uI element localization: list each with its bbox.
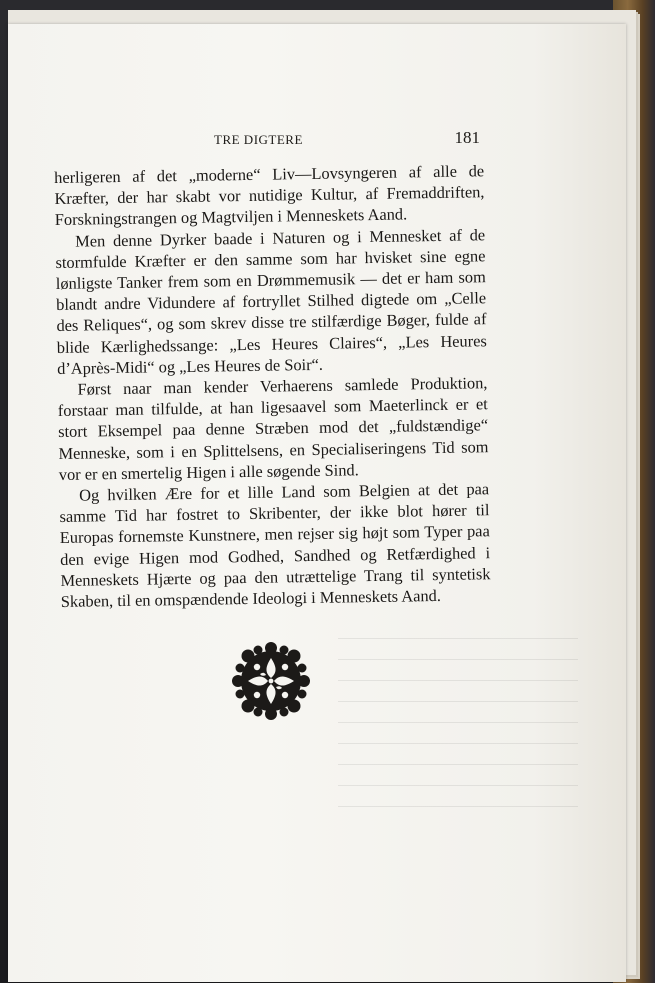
page-number: 181 <box>454 128 480 147</box>
floral-ornament-icon <box>226 636 316 726</box>
paragraph-1: herligeren af det „moderne“ Liv—Lovsyngeren af alle de Kræfter, der har skabt vor nutidige Kultur, af Fremaddriften, Forskningstrangen og Magtviljen i Menneskets Aand. <box>54 161 485 230</box>
paragraph-3: Først naar man kender Verhaerens samlede Produktion, forstaar man tilfulde, at han ligesaavel som Maeterlinck er et stort Eksempel paa denne Stræben mod det „fuldstændige“ Menneske, som i en Splittelsens, en Specialiseringens Tid som vor er en smertelig Higen i alle søgende Sind. <box>57 373 489 484</box>
book-page <box>8 24 626 982</box>
page-stack <box>8 10 636 975</box>
paragraph-4: Og hvilken Ære for et lille Land som Belgien at det paa samme Tid har fostret to Skribenter, der ikke blot hører til Europas fornemste Kunstnere, men rejser sig højt som Typer paa den evige Higen mod Godhed, Sandhed og Retfærdighed i Menneskets Hjærte og paa den utrættelige Trang til syntetisk Skaben, til en omspændende Ideologi i Menneskets Aand. <box>59 479 491 612</box>
paragraph-2: Men denne Dyrker baade i Naturen og i Mennesket af de stormfulde Kræfter er den samme som har hvisket sine egne lønligste Tanker frem som en Drømmemusik — det er ham som blandt andre Vidundere af fortryllet Stilhed digtede om „Celle des Reliques“, og som skrev disse tre stilfærdige Bøger, fulde af blide Kærlighedssange: „Les Heures Claires“, „Les Heures d’Après-Midi“ og „Les Heures de Soir“. <box>55 224 487 378</box>
body-text <box>54 160 491 612</box>
running-head: TRE DIGTERE <box>214 132 303 147</box>
page-header <box>208 130 480 152</box>
show-through-text <box>338 624 578 824</box>
